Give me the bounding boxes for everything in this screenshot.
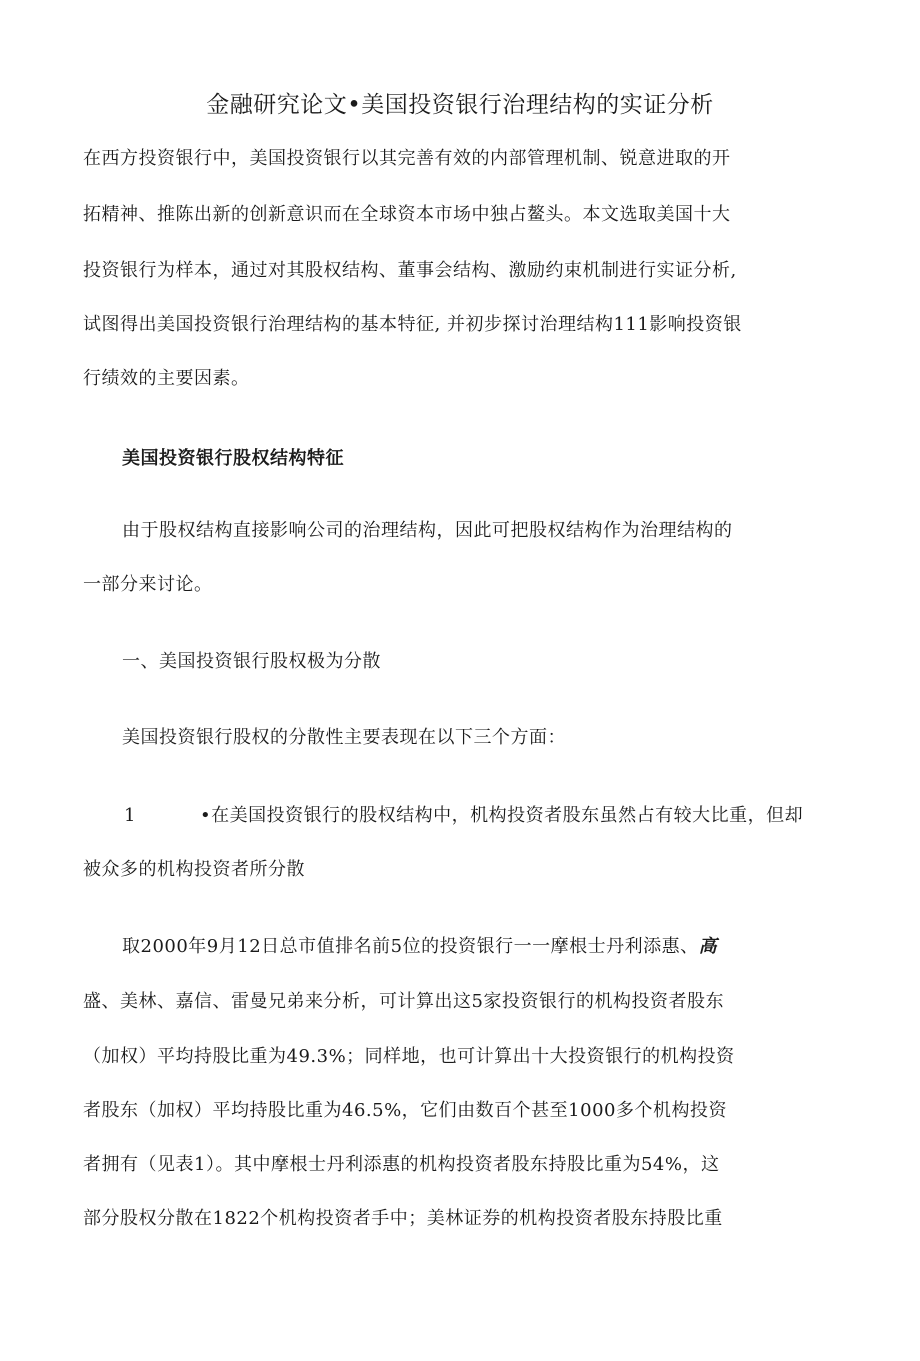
subheading: 一、美国投资银行股权极为分散 [122,651,381,672]
list-item-number: 1 [124,805,136,826]
intro-line-1: 在西方投资银行中，美国投资银行以其完善有效的内部管理机制、锐意进取的开 [83,148,731,169]
intro-line-4: 试图得出美国投资银行治理结构的基本特征, 并初步探讨治理结构111影响投资银 [83,314,742,335]
list-item-1-continuation: 被众多的机构投资者所分散 [83,859,305,880]
para1-line-1: 由于股权结构直接影响公司的治理结构，因此可把股权结构作为治理结构的 [122,520,733,541]
document-title: 金融研究论文•美国投资银行治理结构的实证分析 [206,92,714,118]
para3-line-3: （加权）平均持股比重为49.3%；同样地，也可计算出十大投资银行的机构投资 [83,1046,735,1067]
para3-line-6: 部分股权分散在1822个机构投资者手中；美林证券的机构投资者股东持股比重 [83,1208,723,1229]
para3-emphasis: 高 [698,936,718,957]
para3-line-2: 盛、美林、嘉信、雷曼兄弟来分析，可计算出这5家投资银行的机构投资者股东 [83,991,724,1012]
intro-line-2: 拓精神、推陈出新的创新意识而在全球资本市场中独占鳌头。本文选取美国十大 [83,204,731,225]
section-heading: 美国投资银行股权结构特征 [122,448,344,469]
intro-line-3: 投资银行为样本，通过对其股权结构、董事会结构、激励约束机制进行实证分析, [83,260,737,281]
list-item-text: •在美国投资银行的股权结构中，机构投资者股东虽然占有较大比重，但却 [200,805,804,826]
para2: 美国投资银行股权的分散性主要表现在以下三个方面： [122,727,566,748]
para3-line-1-text: 取2000年9月12日总市值排名前5位的投资银行一一摩根士丹利添惠、 [122,936,699,957]
para3-line-5: 者拥有（见表1）。其中摩根士丹利添惠的机构投资者股东持股比重为54%，这 [83,1154,720,1175]
para3-line-1 [122,935,717,959]
para3-line-4: 者股东（加权）平均持股比重为46.5%，它们由数百个甚至1000多个机构投资 [83,1100,727,1121]
para1-line-2: 一部分来讨论。 [83,574,213,595]
intro-line-5: 行绩效的主要因素。 [83,368,250,389]
